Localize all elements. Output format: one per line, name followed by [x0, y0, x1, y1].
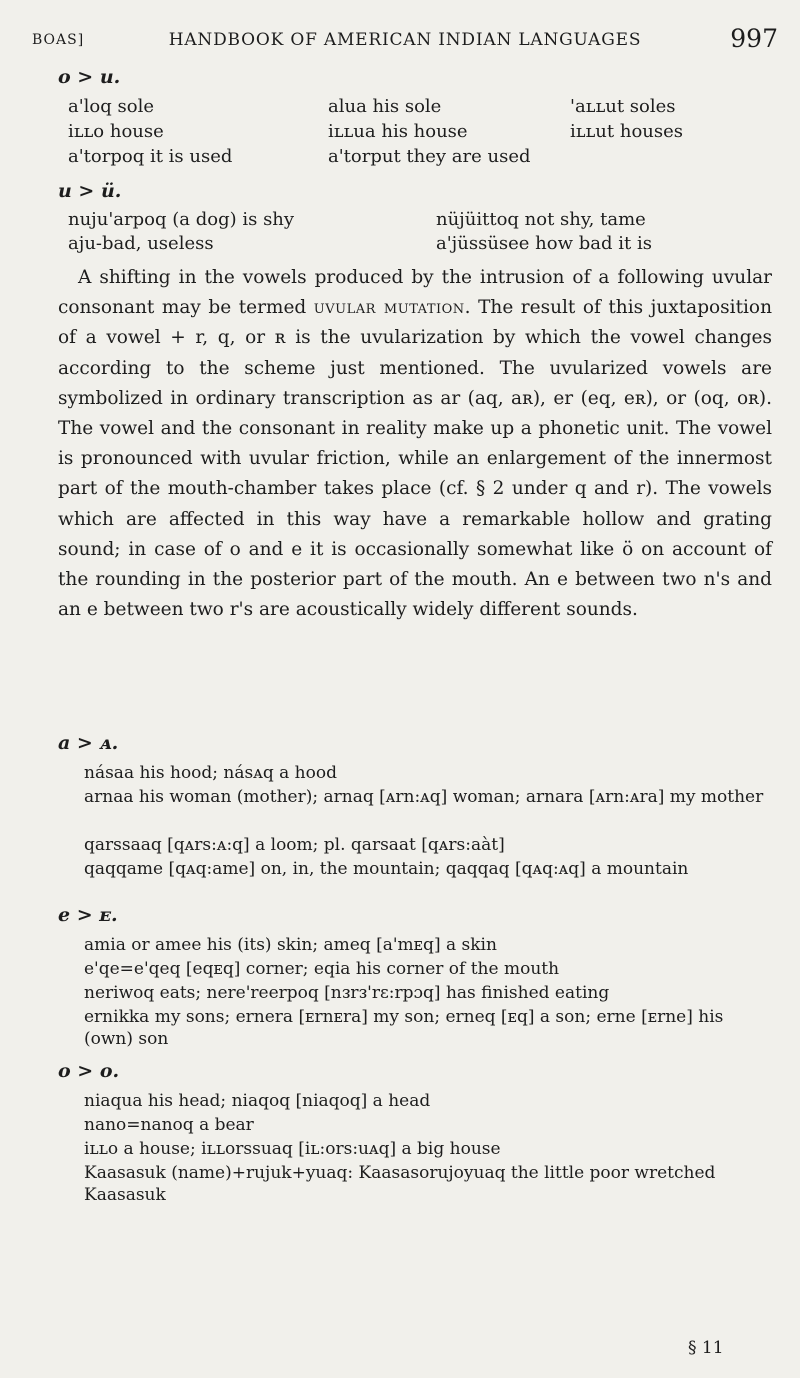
example-line: arnaa his woman (mother); arnaq [ᴀrn:ᴀq] woman; arnara [ᴀrn:ᴀra] my mother: [84, 787, 764, 807]
example-cell: a'loq sole: [68, 96, 155, 117]
heading-a: a > ᴀ.: [58, 732, 119, 754]
header-author: BOAS]: [32, 32, 85, 48]
example-line: aju-bad, useless: [68, 233, 214, 254]
example-cell: a'torpoq it is used: [68, 146, 233, 167]
heading-o: o > ᴏ.: [58, 1060, 120, 1082]
example-cell: iʟʟua his house: [328, 121, 468, 142]
section-footer: § 11: [688, 1338, 724, 1358]
example-line: amia or amee his (its) skin; ameq [a'mᴇq] a skin: [84, 935, 497, 955]
example-line: nano=nanoq a bear: [84, 1115, 254, 1135]
example-line: nüjüittoq not shy, tame: [436, 209, 646, 230]
page-number: 997: [730, 24, 778, 53]
example-line: Kaasasuk (name)+rujuk+yuaq: Kaasasorujoyuaq the little poor wretched Kaasasuk: [84, 1163, 716, 1205]
example-line: neriwoq eats; nere'reerpoq [nᴈrᴈ'rɛ:rpɔq] has finished eating: [84, 983, 610, 1003]
example-cell: alua his sole: [328, 96, 442, 117]
example-line: nuju'arpoq (a dog) is shy: [68, 209, 295, 230]
example-line: násaa his hood; násᴀq a hood: [84, 763, 337, 783]
example-line: iʟʟo a house; iʟʟorssuaq [iʟ:ᴏrs:uᴀq] a big house: [84, 1139, 501, 1159]
heading-u-ue: u > ü.: [58, 180, 122, 202]
example-cell: iʟʟo house: [68, 121, 164, 142]
running-header: [32, 24, 778, 54]
heading-e: e > ᴇ.: [58, 904, 118, 926]
paragraph-text: . The result of this juxtaposition of a vowel + r, q, or ʀ is the uvularization by which the vowel changes according to the scheme just mentioned. The uvularized vowels are symbolized in ordinary transcription as ar (aq, aʀ), er (eq, eʀ), or (oq, oʀ). The vowel and the consonant in reality make up a phonetic unit. The vowel is pronounced with uvular friction, while an enlargement of the innermost part of the mouth-chamber takes place (cf. § 2 under q and r). The vowels which are affected in this way have a remarkable hollow and grating sound; in case of o and e it is occasionally somewhat like ö on account of the rounding in the posterior part of the mouth. An e between two n's and an e between two r's are acoustically widely different sounds.: [58, 297, 772, 621]
paragraph-text: A shifting in the vowels produced by the intrusion of a following uvular consonant may be termed: [58, 267, 772, 319]
example-line: a'jüssüsee how bad it is: [436, 233, 652, 254]
example-line: niaqua his head; niaqoq [niaqᴏq] a head: [84, 1091, 431, 1111]
example-cell: iʟʟut houses: [570, 121, 684, 142]
example-cell: a'torput they are used: [328, 146, 531, 167]
header-title: HANDBOOK OF AMERICAN INDIAN LANGUAGES: [168, 30, 642, 50]
term-uvular-mutation: uvular mutation: [313, 297, 465, 319]
example-cell: 'aʟʟut soles: [570, 96, 676, 117]
example-line: qaqqame [qᴀq:ame] on, in, the mountain; qaqqaq [qᴀq:ᴀq] a mountain: [84, 859, 689, 879]
heading-o-u: o > u.: [58, 66, 121, 88]
body-paragraph: [58, 263, 772, 625]
example-line: e'qe=e'qeq [eqᴇq] corner; eqia his corner of the mouth: [84, 959, 560, 979]
example-line: ernikka my sons; ernera [ᴇrnᴇra] my son; erneq [ᴇq] a son; erne [ᴇrne] his (own) son: [84, 1007, 724, 1049]
example-line: qarssaaq [qᴀrs:ᴀ:q] a loom; pl. qarsaat [qᴀrs:aàt]: [84, 835, 505, 855]
